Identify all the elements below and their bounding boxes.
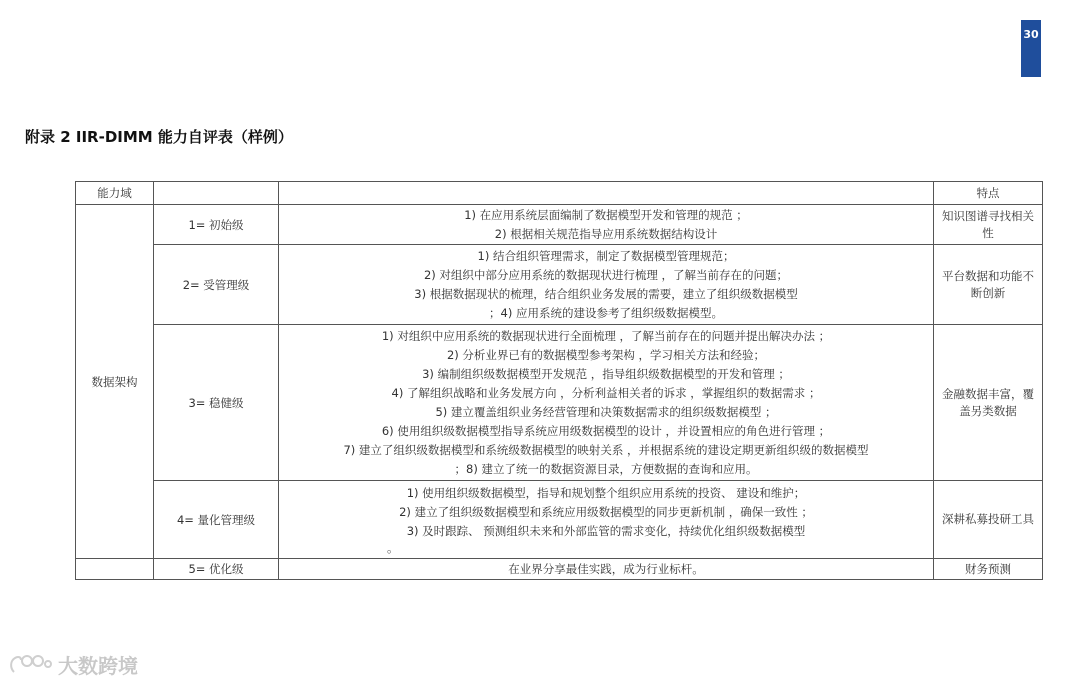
domain-value: 数据架构 xyxy=(91,374,138,389)
weibo-style-logo-icon xyxy=(8,652,52,676)
description-line: 2) 对组织中部分应用系统的数据现状进行梳理 ，了解当前存在的问题； xyxy=(423,267,789,282)
description-cell xyxy=(279,205,934,245)
description-line: 在业界分享最佳实践，成为行业标杆。 xyxy=(508,561,704,576)
level-cell: 2= 受管理级 xyxy=(154,245,279,325)
description-line: 1) 使用组织级数据模型，指导和规划整个组织应用系统的投资、 建设和维护； xyxy=(406,486,806,500)
description-line: 2) 分析业界已有的数据模型参考架构 ，学习相关方法和经验； xyxy=(446,347,766,362)
domain-cell xyxy=(76,205,154,559)
description-line: 。 xyxy=(387,541,399,555)
table-row xyxy=(76,205,1043,245)
page-number: 30 xyxy=(1023,28,1039,41)
level-cell: 1= 初始级 xyxy=(154,205,279,245)
description-line: 7) 建立了组织级数据模型和系统级数据模型的映射关系 ，并根据系统的建设定期更新组织级的数据模型 xyxy=(343,442,869,457)
description-line: ；4) 应用系统的建设参考了组织级数据模型。 xyxy=(489,305,723,320)
level-cell: 3= 稳健级 xyxy=(154,325,279,481)
description-line: 2) 根据相关规范指导应用系统数据结构设计 xyxy=(494,226,718,241)
feature-cell: 深耕私募投研工具 xyxy=(934,481,1043,559)
description-line: 1) 在应用系统层面编制了数据模型开发和管理的规范 ； xyxy=(464,207,748,222)
feature-cell: 知识图谱寻找相关性 xyxy=(934,205,1043,245)
table-row xyxy=(76,325,1043,481)
table-row xyxy=(76,559,1043,580)
description-cell xyxy=(279,245,934,325)
watermark xyxy=(8,651,138,677)
feature-cell: 金融数据丰富，覆盖另类数据 xyxy=(934,325,1043,481)
page-title: 附录 2 IIR-DIMM 能力自评表（样例） xyxy=(25,128,293,146)
level-cell: 5= 优化级 xyxy=(154,559,279,580)
feature-cell: 平台数据和功能不断创新 xyxy=(934,245,1043,325)
header-domain: 能力域 xyxy=(76,182,154,205)
table-row xyxy=(76,481,1043,559)
description-cell xyxy=(279,481,934,559)
watermark-text: 大数跨境 xyxy=(58,653,138,678)
level-cell: 4= 量化管理级 xyxy=(154,481,279,559)
description-line: 4) 了解组织战略和业务发展方向 ，分析利益相关者的诉求 ，掌握组织的数据需求 ； xyxy=(391,385,821,400)
capability-table xyxy=(75,181,1043,580)
header-level xyxy=(154,182,279,205)
description-line: ；8) 建立了统一的数据资源目录，方便数据的查询和应用。 xyxy=(454,461,758,476)
description-line: 1) 结合组织管理需求，制定了数据模型管理规范； xyxy=(477,248,735,263)
domain-cell-blank xyxy=(76,559,154,580)
description-line: 3) 及时跟踪、 预测组织未来和外部监管的需求变化，持续优化组织级数据模型 xyxy=(406,524,806,538)
feature-cell: 财务预测 xyxy=(934,559,1043,580)
table-row xyxy=(76,245,1043,325)
description-line: 3) 编制组织级数据模型开发规范 ，指导组织级数据模型的开发和管理 ； xyxy=(422,366,790,381)
table-header-row xyxy=(76,182,1043,205)
description-line: 2) 建立了组织级数据模型和系统应用级数据模型的同步更新机制 ，确保一致性 ； xyxy=(399,505,813,519)
description-line: 6) 使用组织级数据模型指导系统应用级数据模型的设计 ，并设置相应的角色进行管理 ； xyxy=(381,423,831,438)
description-cell xyxy=(279,559,934,580)
description-line: 3) 根据数据现状的梳理，结合组织业务发展的需要，建立了组织级数据模型 xyxy=(414,286,798,301)
description-cell xyxy=(279,325,934,481)
page-number-badge xyxy=(1021,20,1041,77)
description-line: 5) 建立覆盖组织业务经营管理和决策数据需求的组织级数据模型 ； xyxy=(435,404,777,419)
header-feature: 特点 xyxy=(934,182,1043,205)
description-line: 1) 对组织中应用系统的数据现状进行全面梳理 ，了解当前存在的问题并提出解决办法 ； xyxy=(381,328,831,343)
header-description xyxy=(279,182,934,205)
